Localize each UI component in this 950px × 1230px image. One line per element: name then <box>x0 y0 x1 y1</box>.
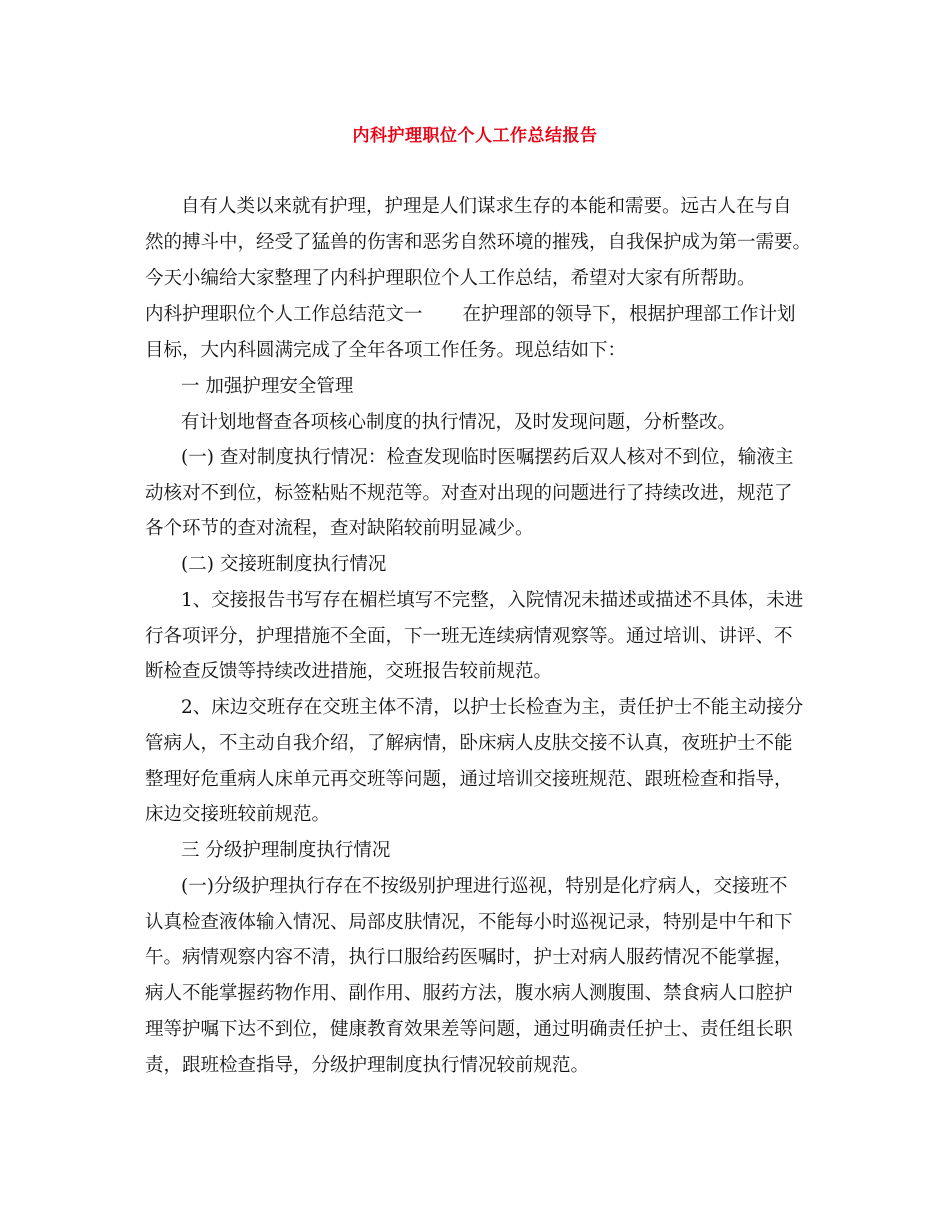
paragraph-line: 各个环节的查对流程，查对缺陷较前明显减少。 <box>145 518 534 539</box>
subsection-heading: (二) 交接班制度执行情况 <box>181 554 387 575</box>
paragraph-line: 午。病情观察内容不清，执行口服给药医嘱时，护士对病人服药情况不能掌握， <box>145 947 793 968</box>
paragraph-line: 管病人，不主动自我介绍，了解病情，卧床病人皮肤交接不认真，夜班护士不能 <box>145 733 793 754</box>
paragraph-line: 理等护嘱下达不到位，健康教育效果差等问题，通过明确责任护士、责任组长职 <box>145 1019 793 1040</box>
paragraph-line: 床边交接班较前规范。 <box>145 804 331 825</box>
paragraph-line: (一)分级护理执行存在不按级别护理进行巡视，特别是化疗病人，交接班不 <box>181 876 788 897</box>
paragraph-line: (一) 查对制度执行情况：检查发现临时医嘱摆药后双人核对不到位，输液主 <box>181 447 794 468</box>
section-title: 内科护理职位个人工作总结范文一 <box>145 304 423 325</box>
paragraph-line: 1、交接报告书写存在楣栏填写不完整，入院情况未描述或描述不具体，未进 <box>181 590 804 611</box>
section-heading-line <box>145 300 796 330</box>
paragraph-line: 断检查反馈等持续改进措施，交班报告较前规范。 <box>145 661 553 682</box>
section-heading: 一 加强护理安全管理 <box>181 376 354 397</box>
paragraph-line: 行各项评分，护理措施不全面，下一班无连续病情观察等。通过培训、讲评、不 <box>145 626 793 647</box>
paragraph-line: 责，跟班检查指导，分级护理制度执行情况较前规范。 <box>145 1055 590 1076</box>
paragraph-line: 2、床边交班存在交班主体不清，以护士长检查为主，责任护士不能主动接分 <box>181 697 804 718</box>
paragraph-line: 动核对不到位，标签粘贴不规范等。对查对出现的问题进行了持续改进，规范了 <box>145 483 793 504</box>
paragraph-line: 今天小编给大家整理了内科护理职位个人工作总结，希望对大家有所帮助。 <box>145 268 756 289</box>
paragraph-line: 目标，大内科圆满完成了全年各项工作任务。现总结如下： <box>145 340 627 361</box>
document-title: 内科护理职位个人工作总结报告 <box>352 126 598 146</box>
section-heading: 三 分级护理制度执行情况 <box>181 840 391 861</box>
paragraph-line: 整理好危重病人床单元再交班等问题，通过培训交接班规范、跟班检查和指导， <box>145 769 793 790</box>
paragraph-line: 然的搏斗中，经受了猛兽的伤害和恶劣自然环境的摧残，自我保护成为第一需要。 <box>145 232 812 253</box>
paragraph-line: 认真检查液体输入情况、局部皮肤情况，不能每小时巡视记录，特别是中午和下 <box>145 912 793 933</box>
paragraph-text: 在护理部的领导下，根据护理部工作计划 <box>462 304 796 325</box>
paragraph-line: 病人不能掌握药物作用、副作用、服药方法，腹水病人测腹围、禁食病人口腔护 <box>145 983 793 1004</box>
paragraph-line: 自有人类以来就有护理，护理是人们谋求生存的本能和需要。远古人在与自 <box>181 196 792 217</box>
paragraph-line: 有计划地督查各项核心制度的执行情况，及时发现问题，分析整改。 <box>181 412 737 433</box>
